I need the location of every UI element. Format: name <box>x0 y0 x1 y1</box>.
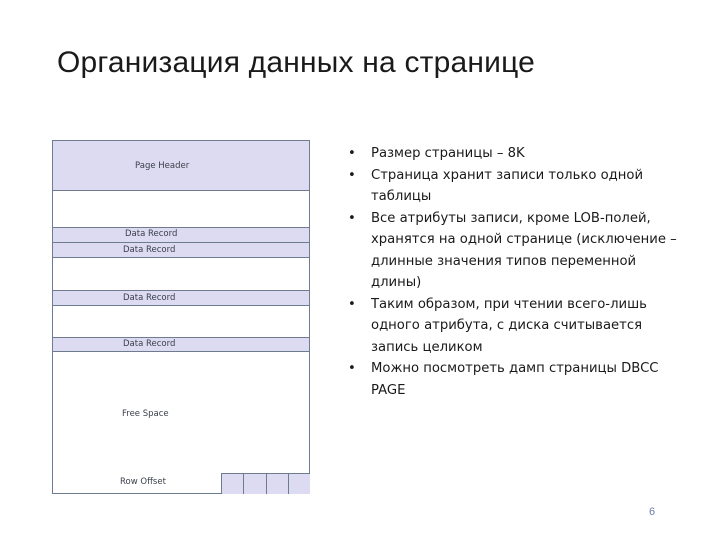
data-record-block <box>53 227 309 243</box>
data-record-block <box>53 290 309 306</box>
data-record-block <box>53 337 309 352</box>
page-number: 6 <box>649 506 656 518</box>
data-record-label: Data Record <box>123 293 176 303</box>
data-record-block <box>53 242 309 258</box>
bullet-item: • Таким образом, при чтении всего-лишь одного атрибута, с диска считывается запись целиком <box>345 294 685 359</box>
page-structure-diagram <box>52 140 310 494</box>
slide-title: Организация данных на странице <box>57 46 536 79</box>
data-record-label: Data Record <box>123 339 176 349</box>
row-offset-array <box>221 473 310 494</box>
data-record-label: Data Record <box>125 229 178 239</box>
bullet-item: • Страница хранит записи только одной таблицы <box>345 165 685 208</box>
row-offset-cell <box>222 474 244 494</box>
page-header-block <box>53 141 309 191</box>
free-space-label: Free Space <box>122 409 169 419</box>
bullet-item: • Размер страницы – 8K <box>345 143 685 165</box>
bullet-list <box>345 143 685 401</box>
row-offset-cell <box>289 474 310 494</box>
row-offset-label: Row Offset <box>120 477 166 487</box>
page-header-label: Page Header <box>135 161 190 171</box>
row-offset-cell <box>244 474 266 494</box>
bullet-item: • Можно посмотреть дамп страницы DBCC PAGE <box>345 358 685 401</box>
data-record-label: Data Record <box>123 245 176 255</box>
bullet-item: • Все атрибуты записи, кроме LOB-полей, хранятся на одной странице (исключение – длинные значения типов переменной длины) <box>345 208 685 294</box>
row-offset-cell <box>267 474 289 494</box>
